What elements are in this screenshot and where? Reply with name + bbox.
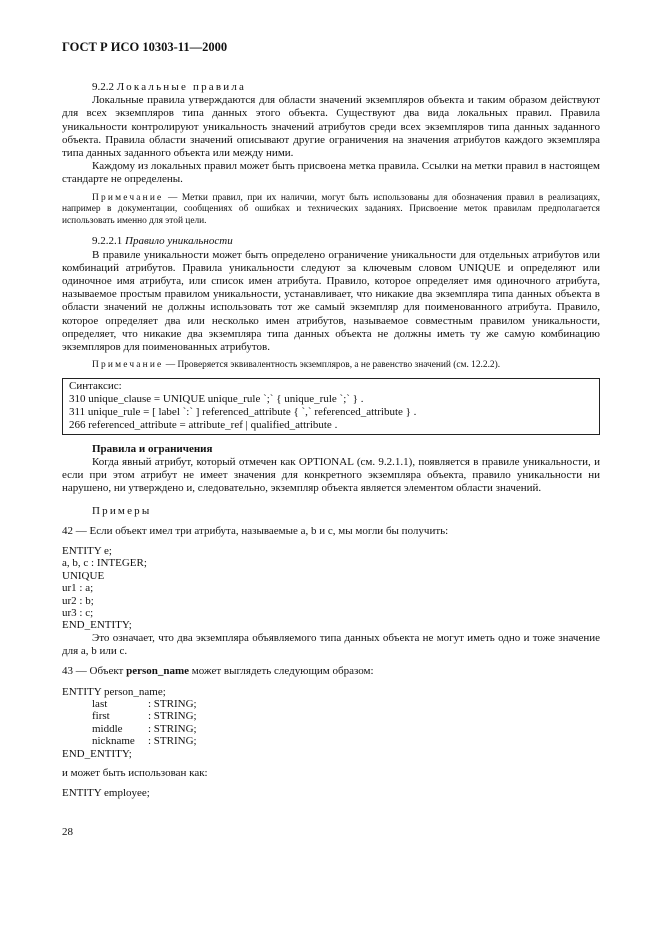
code-line: ur3 : c;: [62, 607, 94, 620]
standard-header: ГОСТ Р ИСО 10303-11—2000: [62, 40, 228, 54]
example-42-intro: 42 — Если объект имел три атрибута, называемые a, b и c, мы могли бы получить:: [62, 524, 449, 537]
paragraph: Это означает, что два экземпляра объявляемого типа данных объекта не могут иметь одно и тоже значение для a, b или c.: [62, 631, 600, 658]
note: [62, 360, 600, 372]
attr-type: : STRING;: [148, 697, 197, 710]
code-line: ENTITY e;: [62, 545, 112, 558]
note: [62, 193, 600, 228]
attr-name: last: [92, 697, 108, 710]
code-line: END_ENTITY;: [62, 619, 132, 632]
code-line: a, b, c : INTEGER;: [62, 557, 147, 570]
section-9-2-2-1-heading: [62, 235, 600, 248]
section-number: 9.2.2.1: [92, 235, 123, 248]
paragraph: и может быть использован как:: [62, 766, 208, 779]
section-number: 9.2.2: [92, 81, 114, 93]
section-title: Локальные правила: [116, 81, 247, 93]
attr-type: : STRING;: [148, 735, 197, 748]
note-text: — Проверяется эквивалентность экземпляров, а не равенство значений (см. 12.2.2).: [163, 360, 501, 371]
code-line: ur2 : b;: [62, 594, 94, 607]
paragraph: Каждому из локальных правил может быть присвоена метка правила. Ссылки на метки правил в настоящем стандарте не определены.: [62, 160, 600, 186]
rules-heading: Правила и ограничения: [92, 442, 213, 455]
syntax-label: Синтаксис:: [69, 379, 122, 392]
text: может выглядеть следующим образом:: [189, 665, 374, 678]
note-label: Примечание: [92, 360, 164, 371]
example-43-intro: [62, 665, 600, 678]
syntax-rule: 266 referenced_attribute = attribute_ref | qualified_attribute .: [69, 418, 338, 431]
entity-name: person_name: [126, 665, 190, 678]
note-label: Примечание: [92, 192, 164, 203]
example-43-code: [62, 686, 600, 760]
note-text: — Метки правил, при их наличии, могут быть использованы для обозначения правил в реализациях, например в документации, сообщениях об ошибках и технических заданиях. Присвоение меток правилам предполагается использовать именно для этой цели.: [62, 192, 600, 226]
attr-type: : STRING;: [148, 722, 197, 735]
example-42-code: [62, 545, 600, 632]
paragraph: В правиле уникальности может быть определено ограничение уникальности для отдельных атрибутов или комбинаций атрибутов. Правила уникальности следуют за ключевым словом UNIQUE и определяют или одиночное имя атрибута, или список имен атрибута. Правило, которое определяет имя одиночного атрибута, называемое простым правилом уникальности, устанавливает, что никакие два экземпляра типа данных объекта в области значений не должны использовать тот же самый экземпляр для поименованного атрибута. Правило, которое определяет два или несколько имен атрибутов, называемое совместным правилом уникальности, определяет, что никакие два экземпляра типа данных объекта не должны иметь ту же самую комбинацию экземпляров для поименованных атрибутов.: [62, 248, 600, 354]
syntax-rule: 311 unique_rule = [ label `:` ] referenced_attribute { `,` referenced_attribute } .: [69, 405, 417, 418]
code-attr-line: [62, 710, 600, 722]
attr-name: first: [92, 710, 110, 723]
code-line: END_ENTITY;: [62, 747, 132, 760]
text: 43 — Объект: [62, 665, 127, 678]
paragraph: Когда явный атрибут, который отмечен как OPTIONAL (см. 9.2.1.1), появляется в правиле уникальности, и если при этом атрибут не имеет значения для конкретного экземпляра объекта, правило уникальности ни нарушено, ни утверждено и, следовательно, экземпляр объекта является элементом области значений.: [62, 456, 600, 495]
code-line: ENTITY employee;: [62, 787, 150, 800]
syntax-box: [62, 378, 600, 435]
example-43-code-continued: [62, 787, 600, 799]
page-number: 28: [62, 826, 73, 838]
document-page: [62, 40, 600, 800]
code-line: UNIQUE: [62, 569, 105, 582]
code-attr-line: [62, 735, 600, 747]
attr-name: nickname: [92, 735, 135, 748]
section-9-2-2-heading: [62, 81, 600, 94]
code-attr-line: [62, 723, 600, 735]
code-line: ur1 : a;: [62, 582, 94, 595]
examples-label: Примеры: [92, 504, 152, 517]
syntax-rule: 310 unique_clause = UNIQUE unique_rule `;` { unique_rule `;` } .: [69, 392, 364, 405]
section-title: Правило уникальности: [125, 235, 233, 248]
code-attr-line: [62, 698, 600, 710]
code-line: ENTITY person_name;: [62, 685, 166, 698]
paragraph: Локальные правила утверждаются для области значений экземпляров объекта и таким образом действуют для всех экземпляров типа данных этого объекта. Существуют два вида локальных правил. Правила уникальности контролируют уникальность значений атрибутов среди всех экземпляров типа данных заданного объекта. Правила области значений описывают другие ограничения на значения атрибутов каждого экземпляра типа данных заданного объекта или между ними.: [62, 94, 600, 160]
attr-type: : STRING;: [148, 710, 197, 723]
attr-name: middle: [92, 722, 123, 735]
